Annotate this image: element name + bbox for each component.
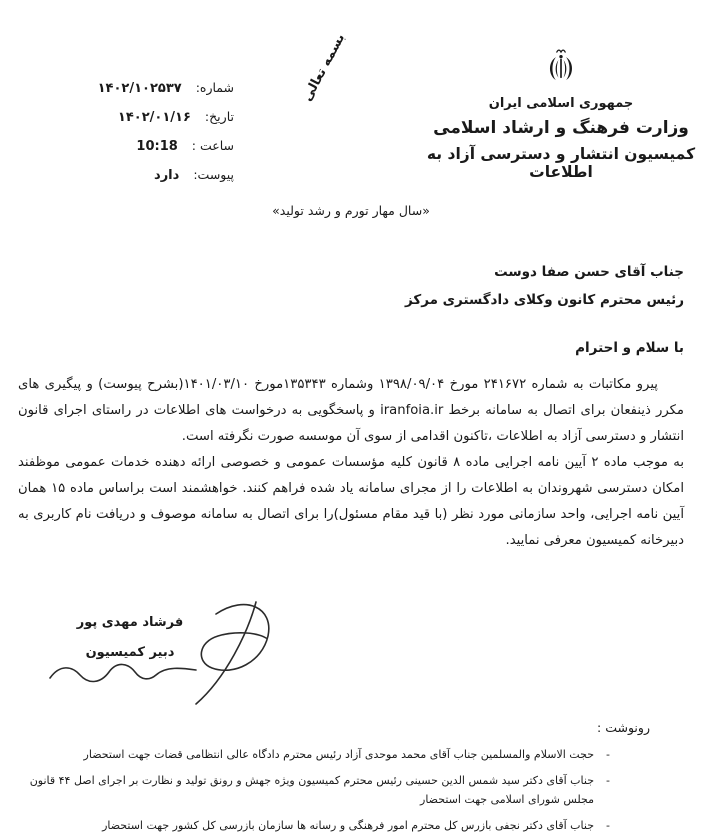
- number-label: شماره:: [195, 80, 234, 95]
- iran-emblem-icon: [540, 46, 582, 90]
- letterhead: [426, 46, 696, 181]
- cc-item: [20, 816, 654, 835]
- cc-section: [20, 720, 654, 836]
- body-paragraph-2: به موجب ماده ۲ آیین نامه اجرایی ماده ۸ قانون کلیه مؤسسات عمومی و خصوصی ارائه دهنده خدمات عمومی موظفند امکان دسترسی شهروندان به اطلاعات را از مجرای سامانه یاد شده فراهم کنند. خواهشمند است براساس ماده ۱۵ همان آیین نامه اجرایی، واحد سازمانی مورد نظر (با قید مقام مسئول)را برای اتصال به سامانه موصوف و دریافت نام کاربری به دبیرخانه کمیسیون معرفی نمایید.: [18, 455, 685, 548]
- attachment-value: دارد: [154, 168, 180, 183]
- letterhead-commission: کمیسیون انتشار و دسترسی آزاد به اطلاعات: [426, 145, 696, 181]
- cc-heading: رونوشت :: [597, 720, 650, 735]
- letterhead-country: جمهوری اسلامی ایران: [488, 96, 634, 111]
- signatory-title: دبیر کمیسیون: [85, 645, 175, 660]
- meta-row-time: [22, 138, 234, 154]
- signatory: [60, 608, 200, 668]
- recipient-name: جناب آقای حسن صفا دوست: [494, 264, 684, 280]
- signatory-name: فرشاد مهدی پور: [76, 615, 184, 630]
- recipient-title: رئیس محترم کانون وکلای دادگستری مرکز: [404, 292, 684, 308]
- cc-item: [20, 771, 654, 809]
- recipient-block: [18, 258, 684, 314]
- letter-meta-fields: [22, 80, 234, 183]
- attachment-label: پیوست:: [193, 167, 234, 182]
- cc-item-text: جناب آقای دکتر سید شمس الدین حسینی رئیس محترم کمیسیون ویژه جهش و رونق تولید و نظارت بر اجرای اصل ۴۴ قانون مجلس شورای اسلامی جهت استحضار: [29, 774, 595, 806]
- cc-item-text: حجت الاسلام والمسلمین جناب آقای محمد موحدی آزاد رئیس محترم دادگاه عالی انتظامی قضات جهت استحضار: [83, 748, 595, 761]
- time-value: 10:18: [136, 139, 178, 154]
- date-label: تاریخ:: [204, 109, 234, 124]
- letterhead-ministry: وزارت فرهنگ و ارشاد اسلامی: [433, 118, 689, 138]
- meta-row-number: [22, 80, 234, 96]
- cc-dash: -: [606, 819, 610, 832]
- letter-body: [18, 372, 684, 554]
- number-value: ۱۴۰۲/۱۰۲۵۳۷: [97, 81, 182, 96]
- time-label: ساعت :: [191, 138, 234, 153]
- meta-row-date: [22, 109, 234, 125]
- besmellah-calligraphy: بسمه تعالی: [299, 31, 349, 104]
- cc-dash: -: [606, 774, 610, 787]
- cc-item-text: جناب آقای دکتر نجفی بازرس کل محترم امور فرهنگی و رسانه ها سازمان بازرسی کل کشور جهت استحضار: [102, 819, 595, 832]
- signature-block: [20, 592, 300, 722]
- meta-row-attachment: [22, 167, 234, 183]
- year-slogan: «سال مهار تورم و رشد تولید»: [272, 203, 430, 218]
- date-value: ۱۴۰۲/۰۱/۱۶: [117, 110, 191, 125]
- cc-dash: -: [606, 748, 610, 761]
- body-paragraph-1: پیرو مکاتبات به شماره ۲۴۱۶۷۲ مورخ ۱۳۹۸/۰۹/۰۴ وشماره ۱۳۵۳۴۳مورخ ۱۴۰۱/۰۳/۱۰(بشرح پیوست) و پیگیری های مکرر ذینفعان برای اتصال به سامانه برخط iranfoia.ir و پاسخگویی به درخواست های اطلاعات در راستای اجرای قانون انتشار و دسترسی آزاد به اطلاعات ،تاکنون اقدامی از سوی آن موسسه صورت نگرفته است.: [18, 377, 684, 444]
- cc-item: [20, 745, 654, 764]
- salutation: با سلام و احترام: [575, 340, 684, 356]
